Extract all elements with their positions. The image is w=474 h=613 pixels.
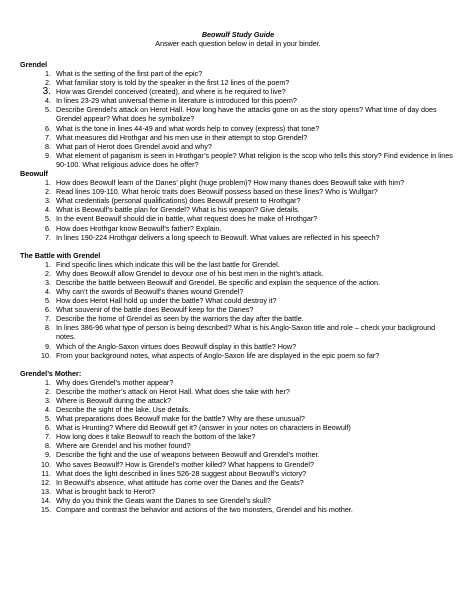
question-text: Why do you think the Geats want the Danes to see Grendel’s skull? (56, 495, 271, 505)
question-item (20, 405, 456, 414)
question-text: Where is Beowulf during the attack? (56, 395, 172, 405)
question-text: Which of the Anglo-Saxon virtues does Beowulf display in this battle? How? (56, 341, 297, 351)
question-number: 1. (45, 69, 51, 78)
question-number: 9. (45, 341, 51, 351)
question-number: 4. (45, 405, 51, 414)
question-item (20, 96, 456, 105)
question-item (20, 133, 456, 142)
question-item (20, 387, 456, 396)
question-text: How does Hrothgar know Beowulf’s father? Explain. (56, 223, 222, 233)
question-item (20, 124, 456, 133)
question-text: Where are Grendel and his mother found? (56, 441, 191, 451)
question-text: What is the tone in lines 44-49 and what words help to convey (express) that tone? (56, 123, 320, 133)
question-number: 7. (45, 314, 51, 324)
question-item (20, 469, 456, 478)
question-number: 9. (45, 450, 51, 460)
question-item (20, 142, 456, 151)
question-number: 5. (45, 214, 51, 224)
question-list (20, 260, 456, 360)
question-text: In lines 386-96 what type of person is being described? What is his Anglo-Saxon title and role – check your background notes. (56, 323, 436, 342)
question-text: Describe the fight and the use of weapons between Beowulf and Grendel’s mother. (56, 450, 320, 460)
question-item (20, 269, 456, 278)
question-item (20, 423, 456, 432)
question-list (20, 69, 456, 169)
question-number: 8. (45, 323, 51, 333)
question-item (20, 478, 456, 487)
section-heading: Beowulf (20, 169, 48, 179)
question-text: Who saves Beowulf? How is Grendel’s mother killed? What happens to Grendel? (56, 459, 314, 469)
question-number: 15. (41, 505, 51, 515)
question-item (20, 233, 456, 242)
question-text: Describe the sight of the lake. Use details. (56, 405, 191, 414)
question-item (20, 432, 456, 441)
section-battle-with-grendel (20, 251, 456, 360)
section-heading: Grendel’s Mother: (20, 368, 82, 378)
question-text: What measures did Hrothgar and his men use in their attempt to stop Grendel? (56, 132, 308, 142)
question-text: Describe the home of Grendel as seen by the warriors the day after the battle. (56, 314, 304, 324)
question-text: In lines 23-29 what universal theme in literature is introduced for this poem? (56, 96, 297, 106)
question-item (20, 87, 456, 96)
question-item (20, 105, 456, 123)
question-item (20, 214, 456, 223)
question-text: Find specific lines which indicate this will be the last battle for Grendel. (56, 259, 280, 269)
question-number: 13. (41, 486, 51, 496)
question-item (20, 414, 456, 423)
question-text: Why can’t the swords of Beowulf’s thanes wound Grendel? (56, 286, 244, 296)
question-number: 5. (45, 414, 51, 424)
question-item (20, 323, 456, 341)
question-number: 4. (45, 96, 51, 106)
question-text: How does Herot Hall hold up under the battle? What could destroy it? (56, 296, 277, 306)
question-item (20, 305, 456, 314)
question-number: 7. (45, 432, 51, 442)
question-text: What preparations does Beowulf make for the battle? Why are these unusual? (56, 414, 305, 424)
question-text: What element of paganism is seen in Hrothgar’s people? What religion is the scop who tells this story? Find evidence in lines 90-100. What religious advice does he offer? (56, 150, 453, 169)
question-number: 6. (45, 305, 51, 315)
question-text: Why does Grendel’s mother appear? (56, 377, 174, 387)
question-item (20, 287, 456, 296)
question-number: 8. (45, 441, 51, 451)
question-text: What does the light described in lines 526-28 suggest about Beowulf’s victory? (56, 468, 307, 478)
question-number: 5. (45, 105, 51, 115)
question-item (20, 505, 456, 514)
question-number: 5. (45, 296, 51, 306)
question-number: 6. (45, 123, 51, 133)
question-item (20, 396, 456, 405)
question-text: What part of Herot does Grendel avoid and why? (56, 141, 212, 151)
question-text: How long does it take Beowulf to reach the bottom of the lake? (56, 432, 256, 442)
question-number: 3. (45, 196, 51, 206)
question-text: Read lines 109-110. What heroic traits does Beowulf possess based on these lines? Who is Wulfgar? (56, 187, 378, 197)
question-text: How does Beowulf learn of the Danes’ plight (huge problem)? How many thanes does Beowulf take with him? (56, 178, 405, 188)
question-item (20, 296, 456, 305)
page-subtitle: Answer each question below in detail in your binder. (155, 39, 321, 48)
question-number: 14. (41, 495, 51, 505)
question-number: 2. (45, 268, 51, 278)
question-number: 10. (41, 459, 51, 469)
question-number: 3. (45, 395, 51, 405)
question-text: What familiar story is told by the speaker in the first 12 lines of the poem? (56, 78, 290, 88)
question-item (20, 205, 456, 214)
question-item (20, 187, 456, 196)
question-item (20, 224, 456, 233)
question-item (20, 450, 456, 459)
question-list (20, 378, 456, 514)
question-text: What credentials (personal qualifications) does Beowulf present to Hrothgar? (56, 196, 301, 206)
question-item (20, 496, 456, 505)
question-item (20, 260, 456, 269)
question-text: Describe Grendel’s attack on Herot Hall. How long have the attacks gone on as the story opens? What time of day does Grendel appear? What does he symbolize? (56, 105, 437, 124)
question-item (20, 69, 456, 78)
question-number: 7. (45, 232, 51, 242)
section-heading: Grendel (20, 60, 48, 69)
question-text: In lines 190-224 Hrothgar delivers a long speech to Beowulf. What values are reflected in his speech? (56, 232, 380, 242)
question-number: 7. (45, 132, 51, 142)
question-item (20, 342, 456, 351)
question-number: 11. (41, 468, 51, 478)
question-number: 12. (41, 477, 51, 487)
question-item (20, 151, 456, 169)
question-text: Why does Beowulf allow Grendel to devour one of his best men in the night’s attack. (56, 268, 324, 278)
question-number: 9. (45, 150, 51, 160)
question-number: 2. (45, 187, 51, 197)
question-item (20, 314, 456, 323)
question-text: What is brought back to Herot? (56, 486, 156, 496)
question-number: 4. (45, 286, 51, 296)
question-number: 10. (41, 350, 51, 360)
question-list (20, 178, 456, 242)
question-text: What is Beowulf’s battle plan for Grendel? What is his weapon? Give details. (56, 205, 300, 215)
question-item (20, 441, 456, 450)
section-grendel (20, 60, 456, 169)
question-number: 1. (45, 178, 51, 188)
question-text: What is the setting of the first part of the epic? (56, 69, 203, 78)
question-text: Describe the mother’s attack on Herot Hall. What does she take with her? (56, 386, 290, 396)
question-text: In Beowulf’s absence, what attitude has come over the Danes and the Geats? (56, 477, 304, 487)
question-item (20, 351, 456, 360)
question-number: 6. (45, 223, 51, 233)
question-text: What souvenir of the battle does Beowulf keep for the Danes? (56, 305, 254, 315)
question-number: 4. (45, 205, 51, 215)
question-item (20, 178, 456, 187)
page-title: Beowulf Study Guide (201, 30, 275, 39)
question-number: 3. (42, 86, 51, 98)
section-grendels-mother (20, 369, 456, 514)
question-number: 1. (45, 377, 51, 387)
question-text: Describe the battle between Beowulf and Grendel. Be specific and explain the sequence of the action. (56, 277, 381, 287)
question-number: 6. (45, 423, 51, 433)
question-number: 1. (45, 259, 51, 269)
question-text: How was Grendel conceived (created), and where is he required to live? (56, 87, 286, 97)
question-number: 2. (45, 78, 51, 88)
question-item (20, 278, 456, 287)
question-text: Compare and contrast the behavior and actions of the two monsters, Grendel and his mother. (56, 505, 353, 515)
question-item (20, 378, 456, 387)
section-heading: The Battle with Grendel (20, 250, 101, 260)
question-item (20, 487, 456, 496)
section-beowulf (20, 169, 456, 242)
question-text: From your background notes, what aspects of Anglo-Saxon life are displayed in the epic poem so far? (56, 350, 380, 360)
question-text: What is Hrunting? Where did Beowulf get it? (answer in your notes on characters in Beowulf) (56, 423, 351, 433)
question-number: 3. (45, 277, 51, 287)
question-item (20, 196, 456, 205)
question-text: In the event Beowulf should die in battle, what request does he make of Hrothgar? (56, 214, 318, 224)
question-item (20, 78, 456, 87)
question-number: 8. (45, 141, 51, 151)
question-number: 2. (45, 386, 51, 396)
question-item (20, 460, 456, 469)
